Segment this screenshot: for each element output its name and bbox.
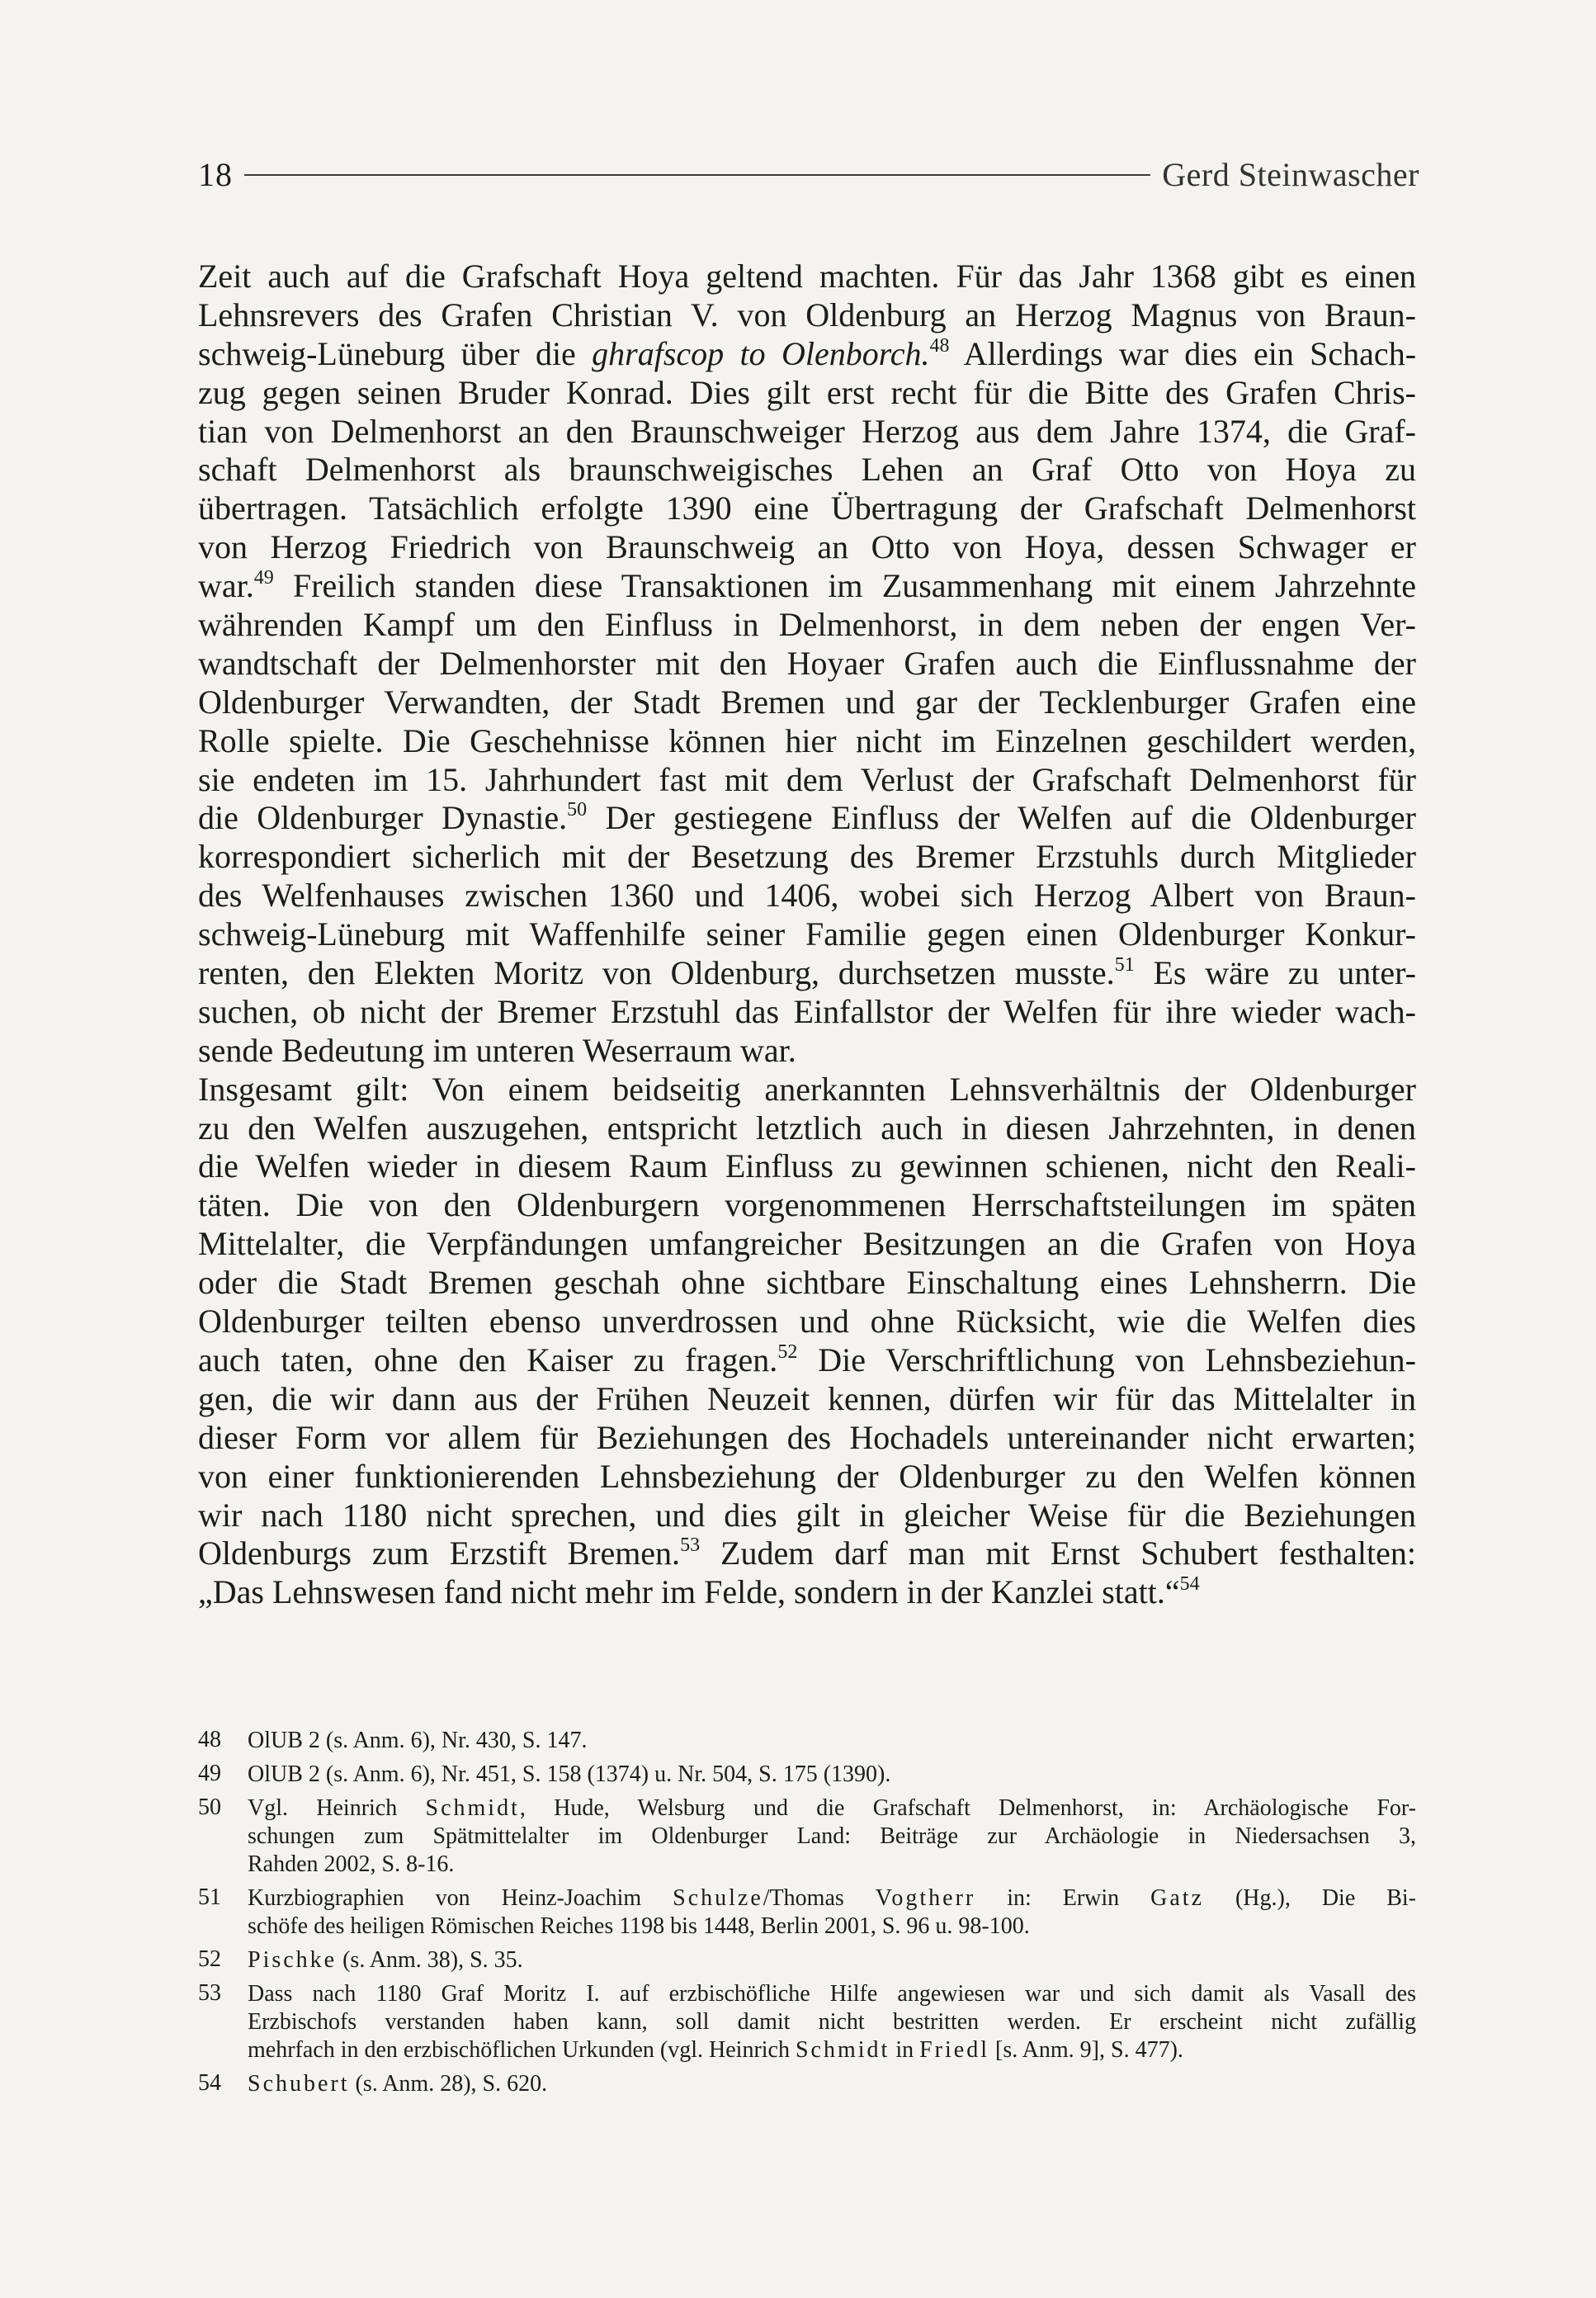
body-line: [198, 489, 1416, 528]
body-line: [198, 1534, 1416, 1573]
footnote-line: [248, 1980, 1416, 2008]
footnote-segment: (s. Anm. 28), S. 620.: [349, 2071, 548, 2097]
body-line: [198, 838, 1416, 877]
footnote-text: [248, 1884, 1416, 1941]
body-line: [198, 954, 1416, 993]
footnote-segment: , Hude, Welsburg und die Grafschaft Delmenhorst, in: Archäologische For-: [519, 1795, 1416, 1821]
footnote-ref: 48: [929, 334, 950, 357]
body-line-text: Lehnsrevers des Grafen Christian V. von Oldenburg an Herzog Magnus von Braun-: [198, 296, 1416, 333]
footnote: [198, 1727, 1416, 1755]
body-line-text: Oldenburger Verwandten, der Stadt Bremen und gar der Tecklenburger Grafen eine: [198, 683, 1416, 721]
footnote: [198, 1946, 1416, 1974]
body-line: [198, 374, 1416, 413]
body-line: [198, 1264, 1416, 1303]
body-line: [198, 799, 1416, 838]
footnote-segment: (Hg.), Die Bi-: [1204, 1885, 1417, 1911]
body-line: [198, 877, 1416, 915]
body-line-text: sende Bedeutung im unteren Weserraum war.: [198, 1031, 796, 1069]
body-line-text: Mittelalter, die Verpfändungen umfangreicher Besitzungen an die Grafen von Hoya: [198, 1225, 1416, 1263]
footnote-segment: mehrfach in den erzbischöflichen Urkunden (vgl. Heinrich: [248, 2037, 796, 2063]
body-line-text: schweig-Lüneburg über die: [198, 334, 593, 372]
body-line-text: Es wäre zu unter-: [1134, 954, 1416, 992]
footnote-number: 51: [198, 1884, 221, 1910]
body-line: [198, 1186, 1416, 1225]
body-line-text: Oldenburgs zum Erzstift Bremen.: [198, 1534, 681, 1572]
body-line-text: wandtschaft der Delmenhorster mit den Hoyaer Grafen auch die Einflussnahme der: [198, 644, 1416, 682]
header-rule: [244, 174, 1150, 176]
footnote-line: [248, 1851, 1416, 1879]
body-line-text: suchen, ob nicht der Bremer Erzstuhl das Einfallstor der Welfen für ihre wieder wach-: [198, 992, 1416, 1030]
footnote: [198, 1980, 1416, 2064]
footnote-text: [248, 1946, 1416, 1974]
footnote-number: 49: [198, 1761, 221, 1786]
footnote-text: [248, 2070, 1416, 2098]
footnote-line: [248, 1913, 1416, 1941]
body-line-text: währenden Kampf um den Einfluss in Delmenhorst, in dem neben der engen Ver-: [198, 606, 1416, 644]
body-line-text: von einer funktionierenden Lehnsbeziehung der Oldenburger zu den Welfen können: [198, 1457, 1416, 1495]
footnote-segment: Dass nach 1180 Graf Moritz I. auf erzbischöfliche Hilfe angewiesen war und sich damit als Vasall des: [248, 1981, 1416, 2007]
footnote-number: 53: [198, 1980, 221, 2006]
body-line: [198, 1147, 1416, 1186]
footnote-segment: in: Erwin: [975, 1885, 1151, 1911]
body-line-text: Die Verschriftlichung von Lehnsbeziehun-: [797, 1340, 1416, 1378]
footnote-ref: 50: [567, 799, 588, 821]
footnote-line: [248, 1727, 1416, 1755]
body-line: [198, 1380, 1416, 1419]
footnote-segment: schöfe des heiligen Römischen Reiches 1198 bis 1448, Berlin 2001, S. 96 u. 98-100.: [248, 1913, 1030, 1939]
footnote-line: [248, 1761, 1416, 1789]
body-line-text: tian von Delmenhorst an den Braunschweiger Herzog aus dem Jahre 1374, die Graf-: [198, 412, 1416, 450]
body-line: [198, 683, 1416, 722]
footnote-segment: Vgl. Heinrich: [248, 1795, 426, 1821]
author-name: Pischke: [248, 1947, 338, 1973]
body-line-text: sie endeten im 15. Jahrhundert fast mit dem Verlust der Grafschaft Delmenhorst für: [198, 760, 1416, 798]
author-name: Gatz: [1150, 1885, 1204, 1911]
body-line: [198, 1109, 1416, 1148]
body-line-text: gen, die wir dann aus der Frühen Neuzeit kennen, dürfen wir für das Mittelalter in: [198, 1379, 1416, 1417]
footnote-text: [248, 1727, 1416, 1755]
body-line: [198, 1573, 1416, 1612]
body-line: [198, 1071, 1416, 1109]
body-line: [198, 258, 1416, 296]
body-line-text: die Welfen wieder in diesem Raum Einfluss zu gewinnen schienen, nicht den Reali-: [198, 1147, 1416, 1185]
running-head: Gerd Steinwascher: [1162, 156, 1419, 193]
body-line-text: übertragen. Tatsächlich erfolgte 1390 eine Übertragung der Grafschaft Delmenhorst: [198, 489, 1416, 527]
footnote-ref: 52: [777, 1340, 798, 1363]
footnote: [198, 1761, 1416, 1789]
footnote-segment: Erzbischofs verstanden haben kann, soll damit nicht bestritten werden. Er erscheint nicht zufällig: [248, 2009, 1416, 2035]
footnote-segment: /Thomas: [763, 1885, 876, 1911]
body-line-text: Rolle spielte. Die Geschehnisse können hier nicht im Einzelnen geschildert werden,: [198, 721, 1416, 759]
page-number: 18: [198, 156, 233, 193]
body-line-text: schaft Delmenhorst als braunschweigisches Lehen an Graf Otto von Hoya zu: [198, 451, 1416, 489]
footnote: [198, 2070, 1416, 2098]
body-line: [198, 296, 1416, 335]
author-name: Schulze: [673, 1885, 763, 1911]
footnote-line: [248, 1946, 1416, 1974]
body-text: [198, 258, 1416, 1612]
footnotes: [198, 1727, 1416, 2104]
footnote-line: [248, 2070, 1416, 2098]
footnote: [198, 1794, 1416, 1879]
body-line-text: renten, den Elekten Moritz von Oldenburg, durchsetzen musste.: [198, 954, 1115, 992]
body-line: [198, 761, 1416, 800]
body-line-text: Freilich standen diese Transaktionen im Zusammenhang mit einem Jahrzehnte: [273, 567, 1416, 605]
footnote-ref: 54: [1179, 1573, 1200, 1596]
body-line: [198, 915, 1416, 954]
body-line-text: auch taten, ohne den Kaiser zu fragen.: [198, 1340, 778, 1378]
footnote-number: 50: [198, 1794, 221, 1820]
body-line: [198, 1303, 1416, 1341]
body-line: [198, 993, 1416, 1032]
body-line: [198, 1032, 1416, 1071]
body-line: [198, 645, 1416, 683]
body-line: [198, 335, 1416, 374]
footnote-line: [248, 2008, 1416, 2036]
body-line: [198, 451, 1416, 489]
author-name: Schmidt: [795, 2037, 890, 2063]
body-line-text: wir nach 1180 nicht sprechen, und dies gilt in gleicher Weise für die Beziehungen: [198, 1496, 1416, 1534]
footnote-line: [248, 2036, 1416, 2064]
footnote-line: [248, 1884, 1416, 1913]
body-line: [198, 606, 1416, 645]
footnote-number: 54: [198, 2070, 221, 2096]
body-line-text: oder die Stadt Bremen geschah ohne sichtbare Einschaltung eines Lehnsherrn. Die: [198, 1264, 1416, 1302]
footnote-ref: 51: [1114, 954, 1135, 976]
footnote-segment: (s. Anm. 38), S. 35.: [337, 1947, 523, 1973]
page-header: [198, 155, 1419, 205]
body-line-text: des Welfenhauses zwischen 1360 und 1406, wobei sich Herzog Albert von Braun-: [198, 877, 1416, 915]
body-line-text: „Das Lehnswesen fand nicht mehr im Felde, sondern in der Kanzlei statt.“: [198, 1573, 1180, 1611]
body-line-text: korrespondiert sicherlich mit der Besetzung des Bremer Erzstuhls durch Mitglieder: [198, 838, 1416, 876]
author-name: Vogtherr: [875, 1885, 976, 1911]
body-line-text: zug gegen seinen Bruder Konrad. Dies gilt erst recht für die Bitte des Grafen Chris-: [198, 373, 1416, 411]
body-line-text: Zudem darf man mit Ernst Schubert festhalten:: [700, 1534, 1417, 1572]
body-line-text: war.: [198, 567, 254, 605]
footnote-segment: schungen zum Spätmittelalter im Oldenburger Land: Beiträge zur Archäologie in Niedersachsen 3,: [248, 1823, 1416, 1849]
footnote-text: [248, 1980, 1416, 2064]
body-line-text: Insgesamt gilt: Von einem beidseitig anerkannten Lehnsverhältnis der Oldenburger: [198, 1070, 1416, 1108]
body-line-text: Allerdings war dies ein Schach-: [949, 334, 1417, 372]
footnote-number: 48: [198, 1727, 221, 1752]
body-line-text: schweig-Lüneburg mit Waffenhilfe seiner Familie gegen einen Oldenburger Konkur-: [198, 915, 1416, 953]
footnote-segment: OlUB 2 (s. Anm. 6), Nr. 451, S. 158 (1374) u. Nr. 504, S. 175 (1390).: [248, 1761, 891, 1787]
body-line: [198, 1458, 1416, 1497]
body-line-text: dieser Form vor allem für Beziehungen des Hochadels untereinander nicht erwarten;: [198, 1418, 1416, 1456]
body-line-text: die Oldenburger Dynastie.: [198, 799, 568, 837]
footnote-text: [248, 1761, 1416, 1789]
footnote-segment: Rahden 2002, S. 8-16.: [248, 1851, 455, 1877]
footnote-segment: OlUB 2 (s. Anm. 6), Nr. 430, S. 147.: [248, 1728, 588, 1753]
footnote-line: [248, 1794, 1416, 1823]
body-line: [198, 413, 1416, 452]
author-name: Schubert: [248, 2071, 350, 2097]
body-line-text: zu den Welfen auszugehen, entspricht letztlich auch in diesen Jahrzehnten, in denen: [198, 1109, 1416, 1147]
body-line-text: Oldenburger teilten ebenso unverdrossen und ohne Rücksicht, wie die Welfen dies: [198, 1303, 1416, 1340]
body-line-text: von Herzog Friedrich von Braunschweig an Otto von Hoya, dessen Schwager er: [198, 528, 1416, 566]
footnote-ref: 53: [680, 1534, 701, 1557]
body-line: [198, 567, 1416, 606]
body-line: [198, 1419, 1416, 1458]
footnote: [198, 1884, 1416, 1941]
footnote-line: [248, 1823, 1416, 1851]
body-line-text: täten. Die von den Oldenburgern vorgenommenen Herrschaftsteilungen im späten: [198, 1186, 1416, 1224]
body-line: [198, 1341, 1416, 1380]
body-line: [198, 722, 1416, 761]
body-line: [198, 1225, 1416, 1264]
author-name: Schmidt: [425, 1795, 520, 1821]
body-line-text: Der gestiegene Einfluss der Welfen auf die Oldenburger: [587, 799, 1417, 837]
footnote-ref: 49: [253, 567, 274, 589]
body-line: [198, 528, 1416, 567]
body-line: [198, 1497, 1416, 1535]
footnote-segment: in: [890, 2037, 920, 2063]
footnote-segment: [s. Anm. 9], S. 477).: [989, 2037, 1183, 2063]
footnote-number: 52: [198, 1946, 221, 1972]
author-name: Friedl: [919, 2037, 989, 2063]
footnote-text: [248, 1794, 1416, 1879]
body-line-text: Zeit auch auf die Grafschaft Hoya geltend machten. Für das Jahr 1368 gibt es einen: [198, 258, 1416, 295]
body-line-italic: ghrafscop to Olenborch.: [592, 334, 930, 372]
footnote-segment: Kurzbiographien von Heinz-Joachim: [248, 1885, 673, 1911]
